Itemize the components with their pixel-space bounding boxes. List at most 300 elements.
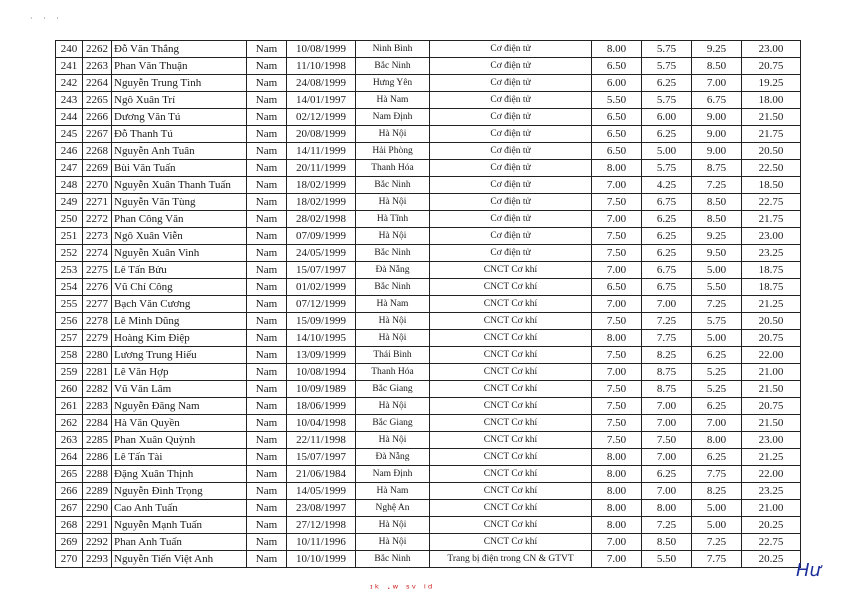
- score-2-cell: 5.75: [642, 41, 692, 58]
- candidate-id-cell: 2279: [83, 330, 112, 347]
- score-2-cell: 6.25: [642, 228, 692, 245]
- score-1-cell: 8.00: [592, 517, 642, 534]
- score-3-cell: 7.00: [692, 415, 742, 432]
- province-cell: Hà Nội: [356, 432, 430, 449]
- results-table: [55, 40, 801, 568]
- birth-date-cell: 14/05/1999: [287, 483, 356, 500]
- score-1-cell: 7.00: [592, 211, 642, 228]
- score-1-cell: 8.00: [592, 330, 642, 347]
- score-2-cell: 7.75: [642, 330, 692, 347]
- table-row: [56, 228, 801, 245]
- candidate-id-cell: 2280: [83, 347, 112, 364]
- full-name-cell: Phan Công Văn: [112, 211, 247, 228]
- candidate-id-cell: 2286: [83, 449, 112, 466]
- score-2-cell: 5.75: [642, 92, 692, 109]
- birth-date-cell: 13/09/1999: [287, 347, 356, 364]
- province-cell: Ninh Bình: [356, 41, 430, 58]
- province-cell: Bắc Ninh: [356, 279, 430, 296]
- province-cell: Bắc Ninh: [356, 58, 430, 75]
- gender-cell: Nam: [247, 228, 287, 245]
- score-2-cell: 7.00: [642, 415, 692, 432]
- full-name-cell: Nguyễn Tiến Việt Anh: [112, 551, 247, 568]
- gender-cell: Nam: [247, 364, 287, 381]
- candidate-id-cell: 2264: [83, 75, 112, 92]
- birth-date-cell: 07/12/1999: [287, 296, 356, 313]
- candidate-id-cell: 2293: [83, 551, 112, 568]
- total-score-cell: 21.50: [742, 415, 801, 432]
- birth-date-cell: 15/07/1997: [287, 262, 356, 279]
- total-score-cell: 21.50: [742, 109, 801, 126]
- major-cell: Cơ điện tử: [430, 92, 592, 109]
- province-cell: Hà Nam: [356, 296, 430, 313]
- table-row: [56, 41, 801, 58]
- score-3-cell: 8.75: [692, 160, 742, 177]
- score-3-cell: 8.25: [692, 483, 742, 500]
- full-name-cell: Ngô Xuân Trí: [112, 92, 247, 109]
- full-name-cell: Nguyễn Xuân Thanh Tuấn: [112, 177, 247, 194]
- birth-date-cell: 23/08/1997: [287, 500, 356, 517]
- score-1-cell: 8.00: [592, 160, 642, 177]
- province-cell: Hà Nội: [356, 517, 430, 534]
- row-number-cell: 259: [56, 364, 83, 381]
- major-cell: CNCT Cơ khí: [430, 483, 592, 500]
- full-name-cell: Lê Văn Hợp: [112, 364, 247, 381]
- major-cell: Cơ điện tử: [430, 211, 592, 228]
- candidate-id-cell: 2284: [83, 415, 112, 432]
- table-row: [56, 398, 801, 415]
- row-number-cell: 261: [56, 398, 83, 415]
- birth-date-cell: 22/11/1998: [287, 432, 356, 449]
- score-1-cell: 7.50: [592, 347, 642, 364]
- province-cell: Bắc Giang: [356, 381, 430, 398]
- table-row: [56, 500, 801, 517]
- major-cell: Cơ điện tử: [430, 143, 592, 160]
- score-1-cell: 7.00: [592, 296, 642, 313]
- province-cell: Hà Nội: [356, 126, 430, 143]
- table-row: [56, 347, 801, 364]
- gender-cell: Nam: [247, 551, 287, 568]
- province-cell: Hà Nam: [356, 483, 430, 500]
- major-cell: CNCT Cơ khí: [430, 534, 592, 551]
- row-number-cell: 262: [56, 415, 83, 432]
- full-name-cell: Vũ Chí Công: [112, 279, 247, 296]
- row-number-cell: 243: [56, 92, 83, 109]
- major-cell: CNCT Cơ khí: [430, 381, 592, 398]
- birth-date-cell: 21/06/1984: [287, 466, 356, 483]
- total-score-cell: 20.75: [742, 398, 801, 415]
- total-score-cell: 22.00: [742, 347, 801, 364]
- province-cell: Bắc Ninh: [356, 551, 430, 568]
- score-1-cell: 7.50: [592, 398, 642, 415]
- province-cell: Thái Bình: [356, 347, 430, 364]
- gender-cell: Nam: [247, 415, 287, 432]
- province-cell: Bắc Giang: [356, 415, 430, 432]
- birth-date-cell: 15/09/1999: [287, 313, 356, 330]
- row-number-cell: 248: [56, 177, 83, 194]
- score-1-cell: 7.50: [592, 194, 642, 211]
- birth-date-cell: 20/08/1999: [287, 126, 356, 143]
- score-2-cell: 8.25: [642, 347, 692, 364]
- birth-date-cell: 10/11/1996: [287, 534, 356, 551]
- row-number-cell: 264: [56, 449, 83, 466]
- full-name-cell: Nguyễn Mạnh Tuấn: [112, 517, 247, 534]
- score-2-cell: 4.25: [642, 177, 692, 194]
- table-row: [56, 517, 801, 534]
- full-name-cell: Hà Văn Quyền: [112, 415, 247, 432]
- major-cell: CNCT Cơ khí: [430, 262, 592, 279]
- score-2-cell: 8.50: [642, 534, 692, 551]
- gender-cell: Nam: [247, 449, 287, 466]
- gender-cell: Nam: [247, 109, 287, 126]
- candidate-id-cell: 2274: [83, 245, 112, 262]
- gender-cell: Nam: [247, 483, 287, 500]
- full-name-cell: Bạch Văn Cương: [112, 296, 247, 313]
- gender-cell: Nam: [247, 466, 287, 483]
- birth-date-cell: 07/09/1999: [287, 228, 356, 245]
- score-1-cell: 7.00: [592, 364, 642, 381]
- major-cell: Cơ điện tử: [430, 228, 592, 245]
- candidate-id-cell: 2270: [83, 177, 112, 194]
- candidate-id-cell: 2288: [83, 466, 112, 483]
- gender-cell: Nam: [247, 58, 287, 75]
- row-number-cell: 251: [56, 228, 83, 245]
- score-3-cell: 5.00: [692, 517, 742, 534]
- score-1-cell: 6.50: [592, 109, 642, 126]
- score-2-cell: 6.25: [642, 211, 692, 228]
- total-score-cell: 20.75: [742, 58, 801, 75]
- total-score-cell: 20.75: [742, 330, 801, 347]
- full-name-cell: Bùi Văn Tuấn: [112, 160, 247, 177]
- candidate-id-cell: 2278: [83, 313, 112, 330]
- score-1-cell: 6.50: [592, 58, 642, 75]
- row-number-cell: 260: [56, 381, 83, 398]
- gender-cell: Nam: [247, 534, 287, 551]
- major-cell: Cơ điện tử: [430, 75, 592, 92]
- candidate-id-cell: 2271: [83, 194, 112, 211]
- total-score-cell: 20.25: [742, 551, 801, 568]
- gender-cell: Nam: [247, 279, 287, 296]
- candidate-id-cell: 2275: [83, 262, 112, 279]
- candidate-id-cell: 2289: [83, 483, 112, 500]
- major-cell: CNCT Cơ khí: [430, 398, 592, 415]
- signature: Hư: [796, 560, 821, 581]
- score-1-cell: 7.50: [592, 432, 642, 449]
- candidate-id-cell: 2285: [83, 432, 112, 449]
- score-3-cell: 9.00: [692, 126, 742, 143]
- score-2-cell: 6.75: [642, 279, 692, 296]
- score-3-cell: 7.75: [692, 551, 742, 568]
- table-row: [56, 313, 801, 330]
- candidate-id-cell: 2292: [83, 534, 112, 551]
- total-score-cell: 21.00: [742, 500, 801, 517]
- table-row: [56, 92, 801, 109]
- birth-date-cell: 10/08/1999: [287, 41, 356, 58]
- score-2-cell: 6.00: [642, 109, 692, 126]
- score-2-cell: 7.25: [642, 313, 692, 330]
- table-row: [56, 449, 801, 466]
- candidate-id-cell: 2268: [83, 143, 112, 160]
- birth-date-cell: 28/02/1998: [287, 211, 356, 228]
- province-cell: Bắc Ninh: [356, 177, 430, 194]
- score-3-cell: 7.00: [692, 75, 742, 92]
- score-3-cell: 9.25: [692, 228, 742, 245]
- score-3-cell: 6.25: [692, 449, 742, 466]
- total-score-cell: 23.00: [742, 41, 801, 58]
- full-name-cell: Hoàng Kim Điệp: [112, 330, 247, 347]
- table-row: [56, 279, 801, 296]
- full-name-cell: Đỗ Thanh Tú: [112, 126, 247, 143]
- full-name-cell: Nguyễn Xuân Vinh: [112, 245, 247, 262]
- score-2-cell: 6.75: [642, 194, 692, 211]
- table-row: [56, 415, 801, 432]
- total-score-cell: 23.00: [742, 228, 801, 245]
- full-name-cell: Ngô Xuân Viễn: [112, 228, 247, 245]
- major-cell: Cơ điện tử: [430, 177, 592, 194]
- score-1-cell: 8.00: [592, 466, 642, 483]
- row-number-cell: 247: [56, 160, 83, 177]
- score-3-cell: 5.25: [692, 381, 742, 398]
- total-score-cell: 21.00: [742, 364, 801, 381]
- score-1-cell: 8.00: [592, 500, 642, 517]
- candidate-id-cell: 2273: [83, 228, 112, 245]
- province-cell: Hà Nội: [356, 194, 430, 211]
- province-cell: Bắc Ninh: [356, 245, 430, 262]
- row-number-cell: 268: [56, 517, 83, 534]
- score-2-cell: 6.25: [642, 245, 692, 262]
- province-cell: Hưng Yên: [356, 75, 430, 92]
- full-name-cell: Đỗ Văn Thắng: [112, 41, 247, 58]
- row-number-cell: 252: [56, 245, 83, 262]
- score-2-cell: 5.00: [642, 143, 692, 160]
- score-3-cell: 5.00: [692, 500, 742, 517]
- birth-date-cell: 11/10/1998: [287, 58, 356, 75]
- candidate-id-cell: 2283: [83, 398, 112, 415]
- score-3-cell: 5.75: [692, 313, 742, 330]
- row-number-cell: 263: [56, 432, 83, 449]
- score-1-cell: 7.00: [592, 177, 642, 194]
- province-cell: Đà Nẵng: [356, 449, 430, 466]
- full-name-cell: Lê Minh Dũng: [112, 313, 247, 330]
- full-name-cell: Nguyễn Anh Tuân: [112, 143, 247, 160]
- total-score-cell: 20.50: [742, 313, 801, 330]
- full-name-cell: Phan Anh Tuấn: [112, 534, 247, 551]
- birth-date-cell: 14/11/1999: [287, 143, 356, 160]
- total-score-cell: 21.75: [742, 126, 801, 143]
- major-cell: CNCT Cơ khí: [430, 415, 592, 432]
- score-1-cell: 7.00: [592, 534, 642, 551]
- gender-cell: Nam: [247, 143, 287, 160]
- score-1-cell: 7.00: [592, 262, 642, 279]
- score-2-cell: 5.50: [642, 551, 692, 568]
- total-score-cell: 18.75: [742, 262, 801, 279]
- score-1-cell: 6.50: [592, 279, 642, 296]
- row-number-cell: 267: [56, 500, 83, 517]
- birth-date-cell: 15/07/1997: [287, 449, 356, 466]
- total-score-cell: 23.00: [742, 432, 801, 449]
- score-2-cell: 7.00: [642, 398, 692, 415]
- major-cell: CNCT Cơ khí: [430, 330, 592, 347]
- candidate-id-cell: 2263: [83, 58, 112, 75]
- birth-date-cell: 18/02/1999: [287, 177, 356, 194]
- table-row: [56, 551, 801, 568]
- score-1-cell: 6.50: [592, 126, 642, 143]
- birth-date-cell: 01/02/1999: [287, 279, 356, 296]
- total-score-cell: 23.25: [742, 483, 801, 500]
- score-3-cell: 5.00: [692, 262, 742, 279]
- full-name-cell: Nguyễn Đăng Nam: [112, 398, 247, 415]
- score-1-cell: 6.00: [592, 75, 642, 92]
- row-number-cell: 266: [56, 483, 83, 500]
- full-name-cell: Dương Văn Tú: [112, 109, 247, 126]
- gender-cell: Nam: [247, 313, 287, 330]
- total-score-cell: 18.75: [742, 279, 801, 296]
- table-row: [56, 160, 801, 177]
- gender-cell: Nam: [247, 177, 287, 194]
- gender-cell: Nam: [247, 398, 287, 415]
- major-cell: CNCT Cơ khí: [430, 279, 592, 296]
- score-3-cell: 8.50: [692, 58, 742, 75]
- province-cell: Nam Định: [356, 109, 430, 126]
- birth-date-cell: 02/12/1999: [287, 109, 356, 126]
- gender-cell: Nam: [247, 126, 287, 143]
- major-cell: CNCT Cơ khí: [430, 517, 592, 534]
- table-row: [56, 296, 801, 313]
- row-number-cell: 240: [56, 41, 83, 58]
- full-name-cell: Phan Văn Thuận: [112, 58, 247, 75]
- score-1-cell: 7.50: [592, 313, 642, 330]
- candidate-id-cell: 2282: [83, 381, 112, 398]
- row-number-cell: 265: [56, 466, 83, 483]
- score-1-cell: 6.50: [592, 143, 642, 160]
- full-name-cell: Phan Xuân Quỳnh: [112, 432, 247, 449]
- gender-cell: Nam: [247, 517, 287, 534]
- table-row: [56, 262, 801, 279]
- score-3-cell: 8.50: [692, 211, 742, 228]
- province-cell: Hà Nội: [356, 534, 430, 551]
- gender-cell: Nam: [247, 262, 287, 279]
- score-2-cell: 8.75: [642, 381, 692, 398]
- total-score-cell: 20.50: [742, 143, 801, 160]
- score-3-cell: 7.25: [692, 534, 742, 551]
- handwritten-note: ᶦᵏ ·ʷ ˢᵛ ⁱᵈ: [370, 582, 435, 595]
- total-score-cell: 20.25: [742, 517, 801, 534]
- score-2-cell: 7.00: [642, 449, 692, 466]
- row-number-cell: 270: [56, 551, 83, 568]
- province-cell: Hà Nam: [356, 92, 430, 109]
- row-number-cell: 255: [56, 296, 83, 313]
- province-cell: Thanh Hóa: [356, 160, 430, 177]
- score-2-cell: 8.75: [642, 364, 692, 381]
- row-number-cell: 249: [56, 194, 83, 211]
- score-2-cell: 7.50: [642, 432, 692, 449]
- major-cell: CNCT Cơ khí: [430, 449, 592, 466]
- row-number-cell: 257: [56, 330, 83, 347]
- score-2-cell: 5.75: [642, 160, 692, 177]
- full-name-cell: Lê Tấn Tài: [112, 449, 247, 466]
- score-2-cell: 6.25: [642, 75, 692, 92]
- results-sheet: [55, 40, 800, 568]
- row-number-cell: 242: [56, 75, 83, 92]
- major-cell: CNCT Cơ khí: [430, 364, 592, 381]
- gender-cell: Nam: [247, 211, 287, 228]
- candidate-id-cell: 2290: [83, 500, 112, 517]
- total-score-cell: 18.00: [742, 92, 801, 109]
- row-number-cell: 246: [56, 143, 83, 160]
- table-row: [56, 211, 801, 228]
- full-name-cell: Lê Tấn Bửu: [112, 262, 247, 279]
- candidate-id-cell: 2276: [83, 279, 112, 296]
- row-number-cell: 250: [56, 211, 83, 228]
- row-number-cell: 256: [56, 313, 83, 330]
- birth-date-cell: 14/01/1997: [287, 92, 356, 109]
- total-score-cell: 21.25: [742, 296, 801, 313]
- score-2-cell: 6.25: [642, 466, 692, 483]
- table-row: [56, 330, 801, 347]
- score-3-cell: 6.25: [692, 347, 742, 364]
- score-3-cell: 5.00: [692, 330, 742, 347]
- full-name-cell: Đặng Xuân Thịnh: [112, 466, 247, 483]
- score-3-cell: 9.50: [692, 245, 742, 262]
- table-body: [56, 41, 801, 568]
- province-cell: Hà Nội: [356, 398, 430, 415]
- gender-cell: Nam: [247, 245, 287, 262]
- province-cell: Hà Tĩnh: [356, 211, 430, 228]
- row-number-cell: 244: [56, 109, 83, 126]
- table-row: [56, 194, 801, 211]
- score-3-cell: 5.25: [692, 364, 742, 381]
- table-row: [56, 126, 801, 143]
- score-2-cell: 8.00: [642, 500, 692, 517]
- score-1-cell: 7.50: [592, 228, 642, 245]
- birth-date-cell: 20/11/1999: [287, 160, 356, 177]
- birth-date-cell: 10/10/1999: [287, 551, 356, 568]
- major-cell: Cơ điện tử: [430, 245, 592, 262]
- gender-cell: Nam: [247, 347, 287, 364]
- candidate-id-cell: 2277: [83, 296, 112, 313]
- major-cell: CNCT Cơ khí: [430, 432, 592, 449]
- major-cell: CNCT Cơ khí: [430, 347, 592, 364]
- score-1-cell: 8.00: [592, 41, 642, 58]
- score-1-cell: 8.00: [592, 449, 642, 466]
- candidate-id-cell: 2272: [83, 211, 112, 228]
- score-3-cell: 7.75: [692, 466, 742, 483]
- table-row: [56, 364, 801, 381]
- total-score-cell: 18.50: [742, 177, 801, 194]
- major-cell: Cơ điện tử: [430, 126, 592, 143]
- gender-cell: Nam: [247, 75, 287, 92]
- province-cell: Thanh Hóa: [356, 364, 430, 381]
- birth-date-cell: 24/08/1999: [287, 75, 356, 92]
- score-3-cell: 6.25: [692, 398, 742, 415]
- table-row: [56, 483, 801, 500]
- birth-date-cell: 27/12/1998: [287, 517, 356, 534]
- score-3-cell: 6.75: [692, 92, 742, 109]
- corner-dots: · · ·: [30, 14, 63, 23]
- table-row: [56, 432, 801, 449]
- row-number-cell: 269: [56, 534, 83, 551]
- total-score-cell: 21.50: [742, 381, 801, 398]
- row-number-cell: 241: [56, 58, 83, 75]
- province-cell: Hà Nội: [356, 313, 430, 330]
- total-score-cell: 19.25: [742, 75, 801, 92]
- score-1-cell: 7.00: [592, 551, 642, 568]
- birth-date-cell: 14/10/1995: [287, 330, 356, 347]
- full-name-cell: Lương Trung Hiếu: [112, 347, 247, 364]
- total-score-cell: 22.75: [742, 534, 801, 551]
- score-2-cell: 6.75: [642, 262, 692, 279]
- gender-cell: Nam: [247, 330, 287, 347]
- gender-cell: Nam: [247, 500, 287, 517]
